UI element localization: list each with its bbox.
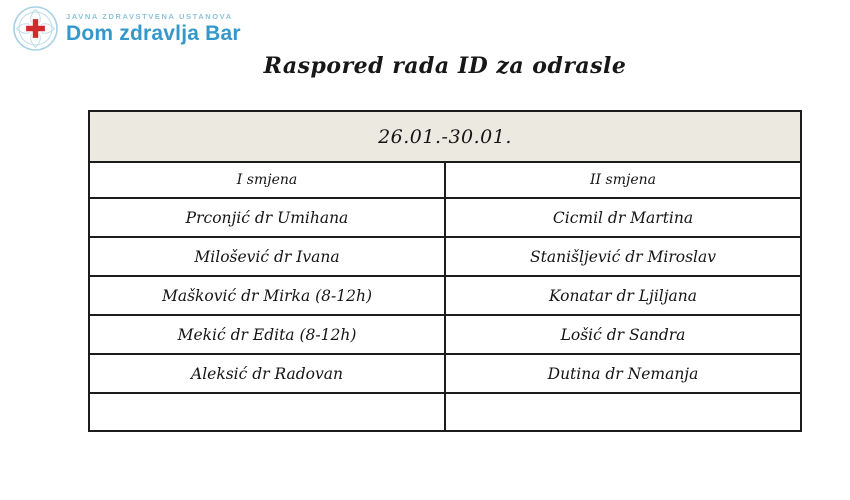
- doctor-name-cell: Konatar dr Ljiljana: [445, 276, 801, 315]
- empty-cell: [89, 393, 445, 431]
- doctor-name-cell: Prconjić dr Umihana: [89, 198, 445, 237]
- doctor-name-cell: Dutina dr Nemanja: [445, 354, 801, 393]
- col-header-first-shift: I smjena: [89, 162, 445, 198]
- page-title: Raspored rada ID za odrasle: [263, 53, 627, 79]
- org-type-label: JAVNA ZDRAVSTVENA USTANOVA: [66, 11, 233, 21]
- date-range-row: [89, 111, 801, 162]
- shift-header-row: [89, 162, 801, 198]
- date-range-header: 26.01.-30.01.: [89, 111, 801, 162]
- table-row: [89, 276, 801, 315]
- org-logo: [12, 5, 241, 52]
- doctor-name-cell: Aleksić dr Radovan: [89, 354, 445, 393]
- schedule-table: [88, 110, 802, 432]
- col-header-second-shift: II smjena: [445, 162, 801, 198]
- table-row: [89, 237, 801, 276]
- empty-cell: [445, 393, 801, 431]
- table-row: [89, 315, 801, 354]
- table-row: [89, 354, 801, 393]
- doctor-name-cell: Lošić dr Sandra: [445, 315, 801, 354]
- health-center-emblem-icon: [12, 5, 59, 52]
- doctor-name-cell: Cicmil dr Martina: [445, 198, 801, 237]
- doctor-name-cell: Milošević dr Ivana: [89, 237, 445, 276]
- table-row-empty: [89, 393, 801, 431]
- table-row: [89, 198, 801, 237]
- doctor-name-cell: Mašković dr Mirka (8-12h): [89, 276, 445, 315]
- org-logo-text: [66, 12, 241, 46]
- org-name-label: Dom zdravlja Bar: [66, 21, 241, 45]
- doctor-name-cell: Mekić dr Edita (8-12h): [89, 315, 445, 354]
- doctor-name-cell: Stanišljević dr Miroslav: [445, 237, 801, 276]
